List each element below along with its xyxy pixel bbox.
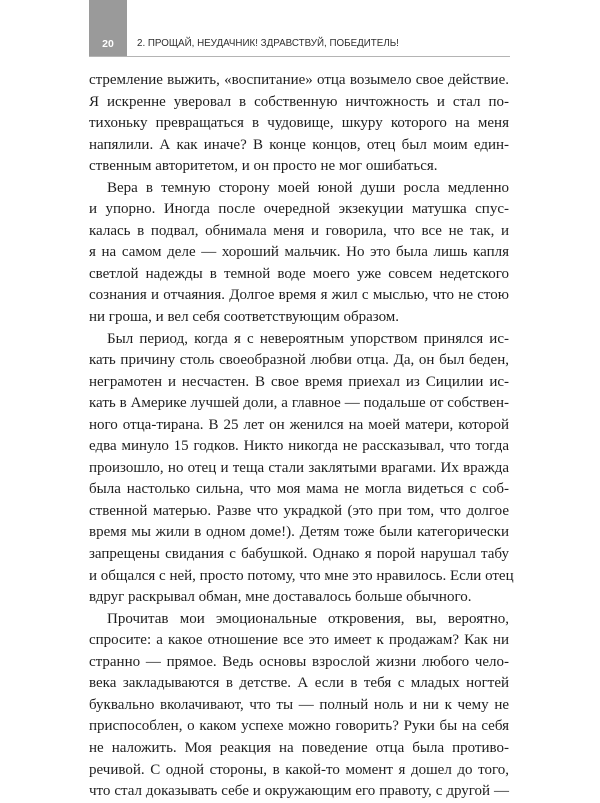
text-line: ного отца-тирана. В 25 лет он женился на моей матери, которой xyxy=(89,416,509,433)
text-line: буквально вколачивают, что ты — полный ноль и ни к чему не xyxy=(89,696,509,713)
text-line: приспособлен, о каком успехе можно говорить? Руки бы на себя xyxy=(89,718,509,735)
text-line: и общался с ней, просто потому, что мне это нравилось. Если отец xyxy=(89,567,514,584)
text-line: напялили. А как иначе? В конце концов, отец был моим един- xyxy=(89,136,509,153)
text-line: запрещены свидания с бабушкой. Однако я порой нарушал табу xyxy=(89,546,509,563)
text-line: кать причину столь своеобразной любви отца. Да, он был беден, xyxy=(89,352,509,369)
text-line: я на самом деле — хороший мальчик. Но это была лишь капля xyxy=(89,244,509,261)
page-number: 20 xyxy=(102,38,114,50)
text-line: Я искренне уверовал в собственную ничтожность и стал по- xyxy=(89,93,509,110)
text-line: спросите: а какое отношение все это имеет к продажам? Как ни xyxy=(89,632,509,649)
text-line: тихоньку превращаться в чудовище, шкуру которого на меня xyxy=(89,115,509,132)
text-line: не наложить. Моя реакция на поведение отца была противо- xyxy=(89,739,509,756)
text-line: вдруг раскрывал обман, мне доставалось больше обычного. xyxy=(89,589,472,606)
text-line: произошло, но отец и теща стали заклятыми врагами. Их вражда xyxy=(89,459,509,476)
text-line: ни гроша, и вел себя соответствующим образом. xyxy=(89,309,400,326)
paragraph-first-line: Был период, когда я с невероятным упорством принялся ис- xyxy=(107,330,509,347)
paragraph-first-line: Прочитав мои эмоциональные откровения, вы, вероятно, xyxy=(107,610,509,627)
text-line: кать в Америке лучшей доли, а главное — подальше от собствен- xyxy=(89,395,509,412)
text-line: что стал доказывать себе и окружающим его правоту, с другой — xyxy=(89,783,509,800)
text-line: ственным авторитетом, и он просто не мог ошибаться. xyxy=(89,158,438,175)
text-line: едва минуло 15 годков. Никто никогда не рассказывал, что тогда xyxy=(89,438,509,455)
text-line: ственной матерью. Разве что украдкой (это при том, что долгое xyxy=(89,502,509,519)
text-line: речивой. С одной стороны, в какой-то момент я дошел до того, xyxy=(89,761,509,778)
text-line: и упорно. Иногда после очередной экзекуции матушка спус- xyxy=(89,201,509,218)
body-text xyxy=(89,70,514,803)
text-line: была настолько сильна, что моя мама не могла видеться с соб- xyxy=(89,481,509,498)
text-line: время мы жили в одном доме!). Детям тоже были категорически xyxy=(89,524,509,541)
paragraph-first-line: Вера в темную сторону моей юной души росла медленно xyxy=(107,179,509,196)
text-line: сознания и отчаяния. Долгое время я жил с мыслью, что не стою xyxy=(89,287,509,304)
running-header-title: 2. ПРОЩАЙ, НЕУДАЧНИК! ЗДРАВСТВУЙ, ПОБЕДИТЕЛЬ! xyxy=(137,38,399,49)
text-line: светлой надежды в темной воде моего уже совсем недетского xyxy=(89,265,509,282)
text-line: странно — прямое. Ведь основы взрослой жизни любого чело- xyxy=(89,653,509,670)
header-divider xyxy=(89,56,510,57)
text-line: калась в подвал, обнимала меня и говорила, что все не так, и xyxy=(89,222,509,239)
text-line: стремление выжить, «воспитание» отца возымело свое действие. xyxy=(89,72,509,88)
text-line: века закладываются в детстве. А если в тебя с младых ногтей xyxy=(89,675,509,692)
text-line: неграмотен и несчастен. В свое время приехал из Сицилии ис- xyxy=(89,373,509,390)
